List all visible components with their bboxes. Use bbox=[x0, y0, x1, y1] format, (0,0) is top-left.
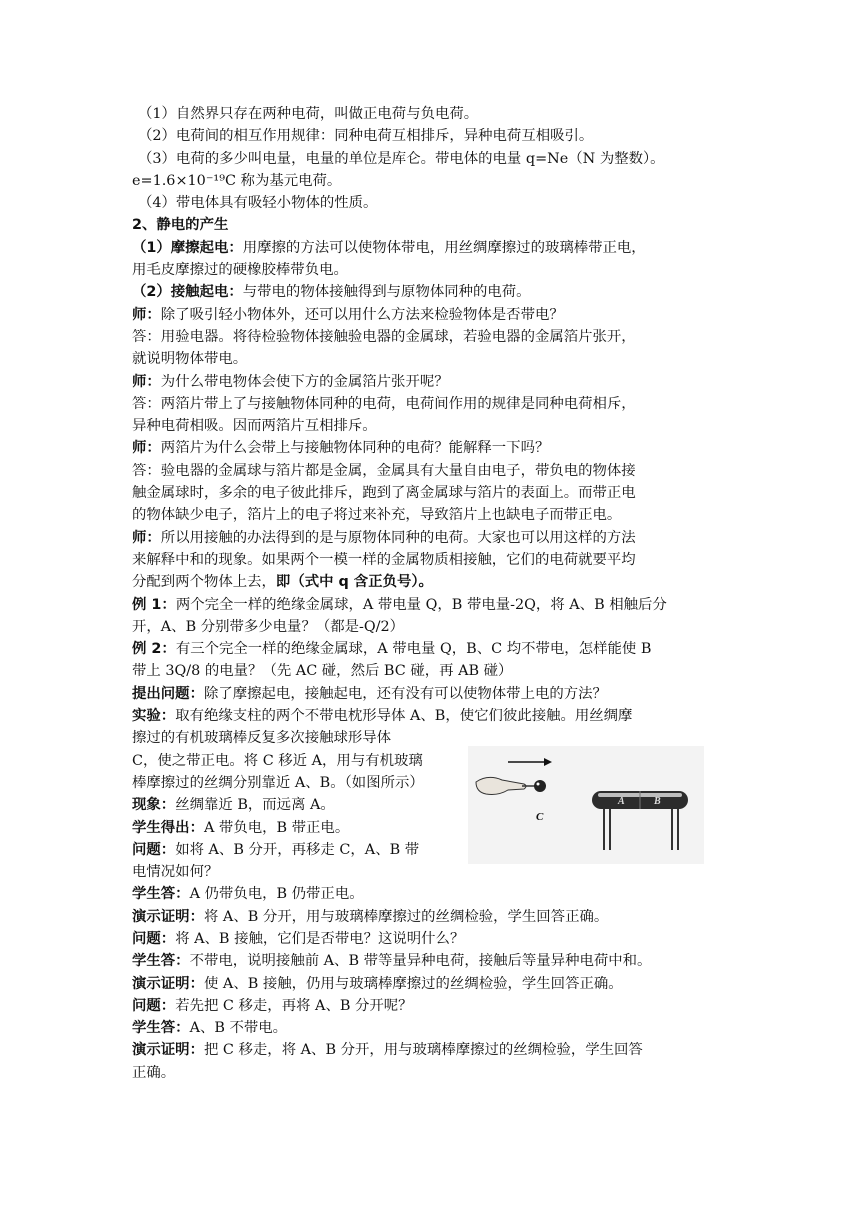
paragraph-label: 学生答： bbox=[132, 886, 190, 903]
example-label: 例 1： bbox=[132, 596, 176, 613]
sphere-c bbox=[534, 780, 546, 792]
paragraph-text: 把 C 移走，将 A、B 分开，用与玻璃棒摩擦过的丝绸检验，学生回答 bbox=[203, 1042, 643, 1059]
list-item: e=1.6×10⁻¹⁹C 称为基元电荷。 bbox=[132, 172, 342, 189]
paragraph-text: 擦过的有机玻璃棒反复多次接触球形导体 bbox=[132, 730, 392, 747]
label-b: B bbox=[654, 796, 661, 807]
paragraph-label: （2）接触起电： bbox=[132, 284, 243, 301]
paragraph-text: 除了吸引轻小物体外，还可以用什么方法来检验物体是否带电？ bbox=[160, 306, 564, 323]
paragraph-text: 电情况如何？ bbox=[132, 864, 219, 881]
document-body bbox=[132, 103, 732, 1084]
paragraph-label: 学生答： bbox=[132, 953, 190, 970]
paragraph-label: 问题： bbox=[132, 841, 176, 858]
paragraph-label: 学生答： bbox=[132, 1020, 190, 1037]
section-heading: 2、静电的产生 bbox=[132, 217, 229, 234]
paragraph-text: 两箔片带上了与接触物体同种的电荷，电荷间作用的规律是同种电荷相斥， bbox=[160, 395, 636, 412]
paragraph-text: 所以用接触的办法得到的是与原物体同种的电荷。大家也可以用这样的方法 bbox=[160, 529, 636, 546]
paragraph-text: 两箔片为什么会带上与接触物体同种的电荷？能解释一下吗？ bbox=[160, 440, 550, 457]
paragraph-label: 师： bbox=[132, 373, 161, 390]
paragraph-text: 使 A、B 接触，仍用与玻璃棒摩擦过的丝绸检验，学生回答正确。 bbox=[203, 975, 623, 992]
paragraph-text: 异种电荷相吸。因而两箔片互相排斥。 bbox=[132, 418, 377, 435]
paragraph-text: 与带电的物体接触得到与原物体同种的电荷。 bbox=[242, 284, 531, 301]
example-text: 两个完全一样的绝缘金属球，A 带电量 Q，B 带电量-2Q，将 A、B 相触后分 bbox=[175, 596, 667, 613]
list-item: （3）电荷的多少叫电量，电量的单位是库仑。带电体的电量 q=Ne（N 为整数）。 bbox=[138, 150, 665, 167]
paragraph-text: 若先把 C 移走，再将 A、B 分开呢？ bbox=[175, 997, 413, 1014]
label-c: C bbox=[536, 811, 544, 823]
paragraph-text: 来解释中和的现象。如果两个一模一样的金属物质相接触，它们的电荷就要平均 bbox=[132, 551, 636, 568]
example-text: 有三个完全一样的绝缘金属球，A 带电量 Q，B、C 均不带电，怎样能使 B bbox=[175, 641, 652, 658]
paragraph-text: 将 A、B 接触，它们是否带电？这说明什么？ bbox=[175, 930, 465, 947]
dialog-block bbox=[132, 304, 732, 527]
paragraph-label: 问题： bbox=[132, 930, 176, 947]
paragraph-label: 师： bbox=[132, 306, 161, 323]
list-item: （4）带电体具有吸轻小物体的性质。 bbox=[138, 195, 378, 212]
paragraph-label: 答： bbox=[132, 328, 161, 345]
paragraph-text: 就说明物体带电。 bbox=[132, 351, 248, 368]
label-a: A bbox=[618, 796, 625, 807]
paragraph-label: 演示证明： bbox=[132, 975, 204, 992]
paragraph-label: 学生得出： bbox=[132, 819, 204, 836]
paragraph-text: 不带电，说明接触前 A、B 带等量异种电荷，接触后等量异种电荷中和。 bbox=[189, 953, 652, 970]
paragraph-text: A 带负电，B 带正电。 bbox=[203, 819, 350, 836]
paragraph-text: 取有绝缘支柱的两个不带电枕形导体 A、B，使它们彼此接触。用丝绸摩 bbox=[175, 708, 633, 725]
example-text: 开，A、B 分别带多少电量？（都是-Q/2） bbox=[132, 618, 405, 635]
paragraph-text: 如将 A、B 分开，再移走 C，A、B 带 bbox=[175, 841, 420, 858]
paragraph-label: 师： bbox=[132, 440, 161, 457]
paragraph-label: 演示证明： bbox=[132, 908, 204, 925]
paragraph-text: 正确。 bbox=[132, 1064, 176, 1081]
paragraph-text: 将 A、B 分开，用与玻璃棒摩擦过的丝绸检验，学生回答正确。 bbox=[203, 908, 609, 925]
paragraph-label: 问题： bbox=[132, 997, 176, 1014]
paragraph-emphasis: 即（式中 q 含正负号）。 bbox=[275, 574, 433, 591]
paragraph-text: 的物体缺少电子，箔片上的电子将过来补充，导致箔片上也缺电子而带正电。 bbox=[132, 507, 622, 524]
list-item: （1）自然界只存在两种电荷，叫做正电荷与负电荷。 bbox=[138, 106, 479, 122]
experiment-figure bbox=[468, 746, 704, 864]
list-item: （2）电荷间的相互作用规律：同种电荷互相排斥，异种电荷互相吸引。 bbox=[138, 128, 594, 145]
paragraph-text: 分配到两个物体上去， bbox=[132, 574, 276, 591]
paragraph-label: 师： bbox=[132, 529, 161, 546]
paragraph-text: 验电器的金属球与箔片都是金属，金属具有大量自由电子，带负电的物体接 bbox=[160, 462, 636, 479]
paragraph-text: 用毛皮摩擦过的硬橡胶棒带负电。 bbox=[132, 262, 348, 279]
paragraph-text: 丝绸靠近 B，而远离 A。 bbox=[175, 797, 335, 814]
paragraph-text: 触金属球时，多余的电子彼此排斥，跑到了离金属球与箔片的表面上。而带正电 bbox=[132, 485, 636, 502]
paragraph-label: 实验： bbox=[132, 708, 176, 725]
paragraph-label: 提出问题： bbox=[132, 685, 204, 702]
paragraph-label: 答： bbox=[132, 395, 161, 412]
paragraph-label: （1）摩擦起电： bbox=[132, 239, 243, 256]
paragraph-text: 除了摩擦起电，接触起电，还有没有可以使物体带上电的方法？ bbox=[203, 685, 607, 702]
paragraph-label: 现象： bbox=[132, 797, 176, 814]
paragraph-text: 为什么带电物体会使下方的金属箔片张开呢？ bbox=[160, 373, 449, 390]
example-label: 例 2： bbox=[132, 641, 176, 658]
paragraph-text: 用验电器。将待检验物体接触验电器的金属球，若验电器的金属箔片张开， bbox=[160, 328, 636, 345]
paragraph-label: 演示证明： bbox=[132, 1042, 204, 1059]
paragraph-text: C，使之带正电。将 C 移近 A，用与有机玻璃 bbox=[132, 752, 423, 769]
paragraph-text: A、B 不带电。 bbox=[189, 1020, 288, 1037]
paragraph-text: A 仍带负电，B 仍带正电。 bbox=[189, 886, 364, 903]
paragraph-text: 棒摩擦过的丝绸分别靠近 A、B。（如图所示） bbox=[132, 774, 424, 791]
example-text: 带上 3Q/8 的电量？（先 AC 碰，然后 BC 碰，再 AB 碰） bbox=[132, 663, 513, 680]
paragraph-text: 用摩擦的方法可以使物体带电，用丝绸摩擦过的玻璃棒带正电， bbox=[242, 239, 646, 256]
paragraph-label: 答： bbox=[132, 462, 161, 479]
